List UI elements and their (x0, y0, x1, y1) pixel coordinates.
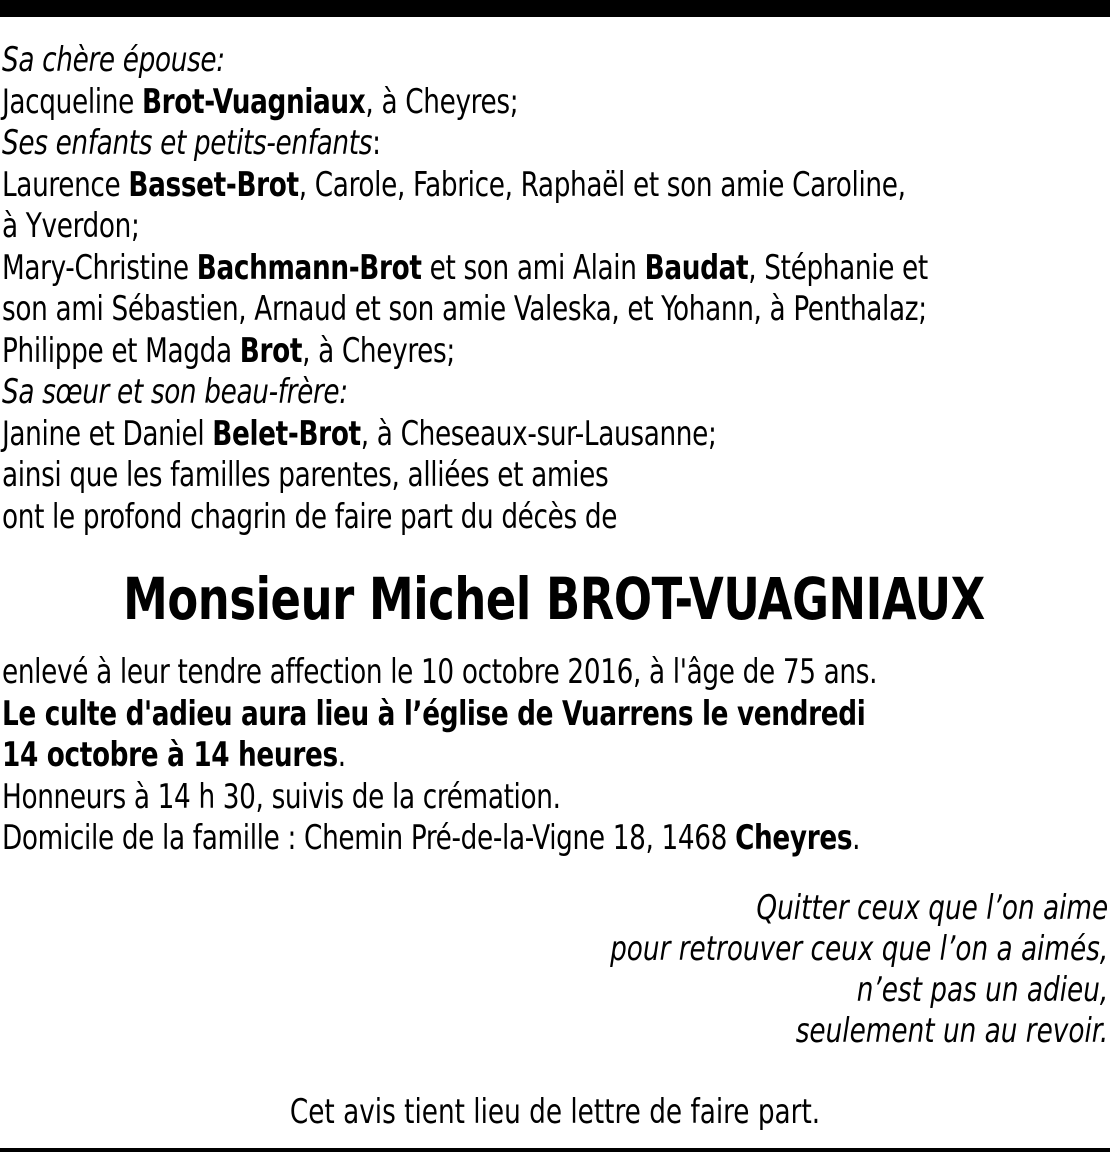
honours-line: Honneurs à 14 h 30, suivis de la crémation. (2, 776, 561, 817)
spouse-label: Sa chère épouse: (2, 40, 225, 80)
quote-line4: seulement un au revoir. (795, 1011, 1108, 1051)
janine-name: Belet-Brot (212, 413, 361, 454)
quote-block (529, 888, 1108, 1052)
sister-label: Sa sœur et son beau-frère: (2, 372, 348, 412)
marychristine-line (2, 248, 951, 290)
laurence-first: Laurence (2, 164, 129, 205)
domicile-line (2, 818, 951, 860)
domicile-end: . (852, 818, 861, 858)
janine-line (2, 414, 951, 456)
quote-line2: pour retrouver ceux que l’on a aimés, (609, 929, 1108, 969)
children-label-colon: : (372, 123, 381, 163)
philippe-place: , à Cheyres; (302, 330, 455, 371)
janine-first: Janine et Daniel (2, 413, 213, 454)
quote-line1: Quitter ceux que l’on aime (756, 888, 1108, 928)
laurence-rest: , Carole, Fabrice, Raphaël et son amie Caroline, (298, 164, 906, 205)
baudat-name: Baudat (644, 247, 749, 288)
ceremony-line1: Le culte d'adieu aura lieu à l’église de Vuarrens le vendredi (2, 693, 866, 734)
obituary-body (2, 40, 1106, 860)
top-rule (0, 0, 1110, 17)
domicile-text: Domicile de la famille : Chemin Pré-de-la-Vigne 18, 1468 (2, 818, 736, 858)
marychristine-name: Bachmann-Brot (196, 247, 422, 288)
marychristine-first: Mary-Christine (2, 247, 197, 288)
laurence-name: Basset-Brot (128, 164, 299, 205)
philippe-first: Philippe et Magda (2, 330, 240, 371)
passing-line: enlevé à leur tendre affection le 10 octobre 2016, à l'âge de 75 ans. (2, 652, 878, 692)
domicile-city: Cheyres (735, 818, 853, 858)
deceased-name: Monsieur Michel BROT-VUAGNIAUX (123, 565, 985, 633)
spouse-place: , à Cheyres; (365, 81, 519, 122)
announce-line: ont le profond chagrin de faire part du décès de (2, 496, 618, 537)
children-label-line (2, 123, 951, 165)
families-line: ainsi que les familles parentes, alliées et amies (2, 455, 609, 495)
spouse-name: Brot-Vuagniaux (141, 81, 366, 122)
spouse-first: Jacqueline (2, 81, 142, 122)
ceremony-line2: 14 octobre à 14 heures (2, 735, 338, 775)
laurence-line (2, 165, 951, 207)
philippe-name: Brot (239, 330, 303, 371)
footer-note: Cet avis tient lieu de lettre de faire part. (289, 1092, 821, 1132)
ceremony-line2-wrap (2, 735, 951, 777)
bottom-rule (0, 1148, 1110, 1152)
laurence-place: à Yverdon; (2, 206, 140, 246)
marychristine-line2: son ami Sébastien, Arnaud et son amie Valeska, et Yohann, à Penthalaz; (2, 289, 927, 329)
marychristine-rest: , Stéphanie et (748, 247, 928, 288)
philippe-line (2, 331, 951, 373)
ceremony-end: . (337, 735, 346, 775)
janine-place: , à Cheseaux-sur-Lausanne; (360, 413, 717, 454)
spouse-line (2, 82, 951, 124)
quote-line3: n’est pas un adieu, (856, 970, 1108, 1010)
marychristine-mid: et son ami Alain (421, 247, 645, 288)
children-label: Ses enfants et petits-enfants (2, 123, 373, 163)
